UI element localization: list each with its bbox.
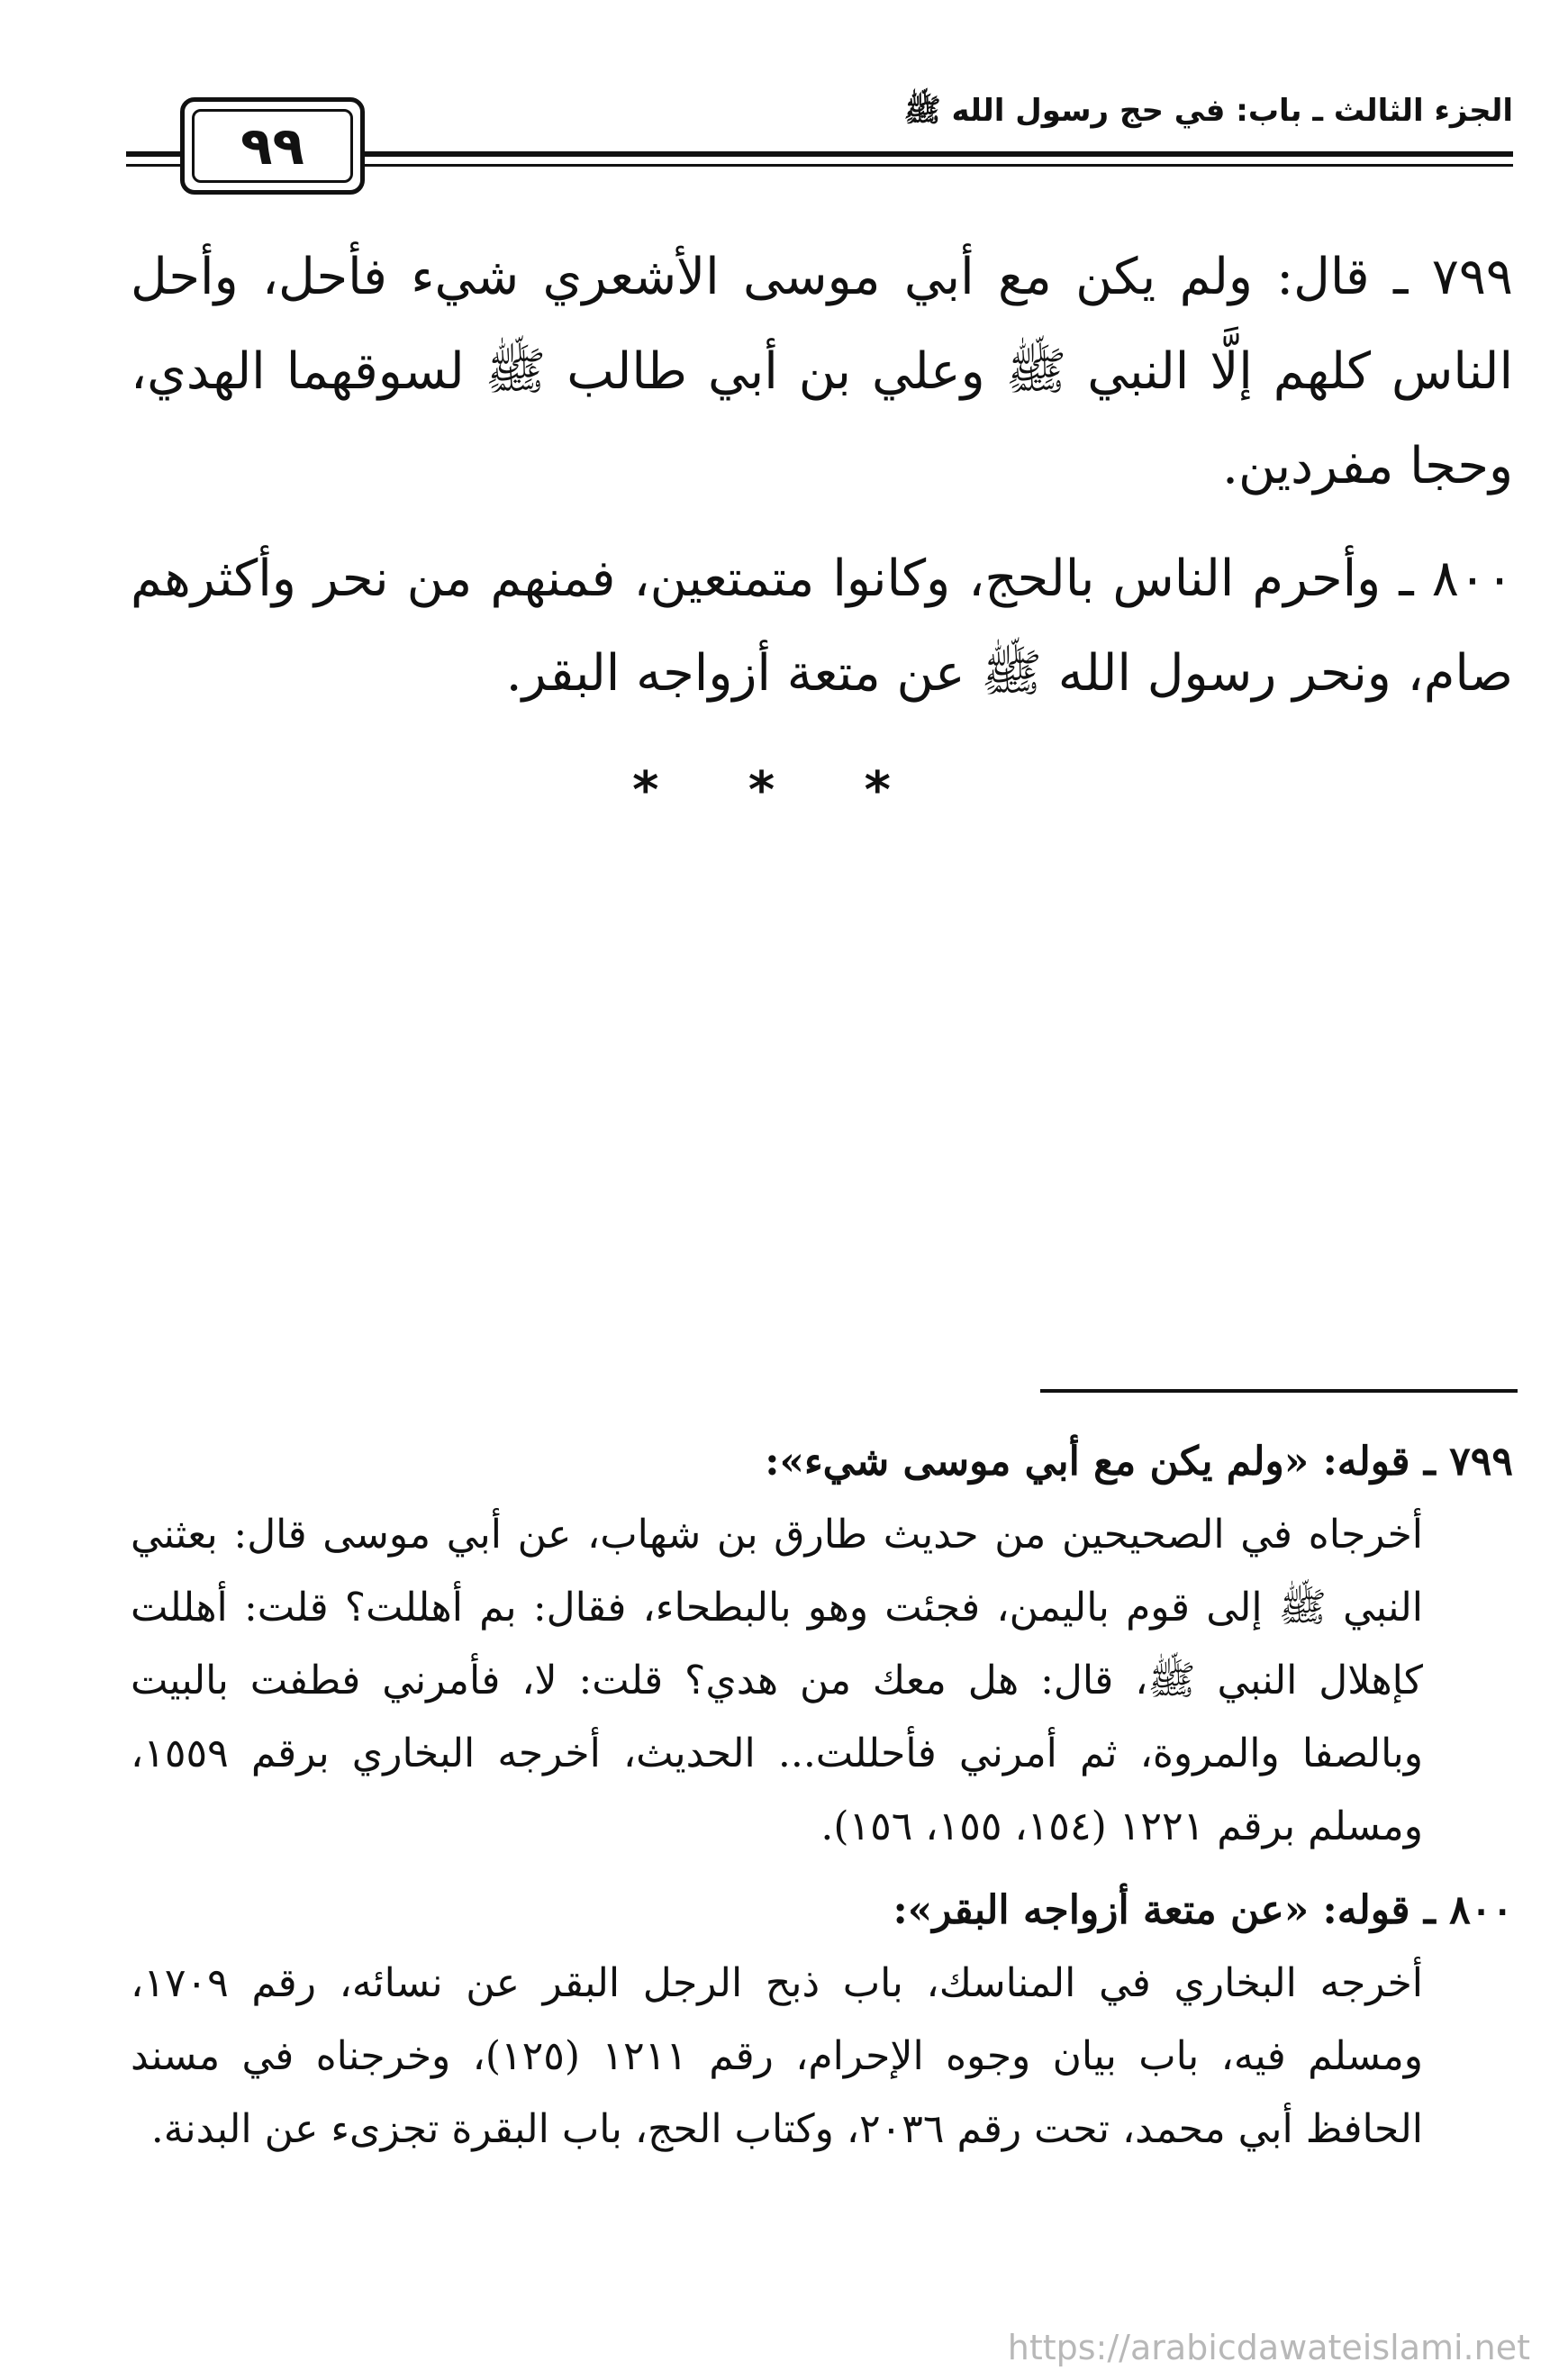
footnote-rule (1040, 1389, 1518, 1393)
section-separator: * * * (632, 761, 927, 820)
page-header (126, 81, 1513, 198)
footnote-800 (131, 1874, 1513, 2166)
footnote-body: أخرجاه في الصحيحين من حديث طارق بن شهاب، عن أبي موسى قال: بعثني النبي ﷺ إلى قوم باليمن، فجئت وهو بالبطحاء، فقال: بم أهللت؟ قلت: أهللت كإهلال النبي ﷺ، قال: هل معك من هدي؟ قلت: لا، فأمرني فطفت بالبيت وبالصفا والمروة، ثم أمرني فأحللت... الحديث، أخرجه البخاري برقم ١٥٥٩، ومسلم برقم ١٢٢١ (١٥٤، ١٥٥، ١٥٦). (131, 1512, 1423, 1849)
page-number: ٩٩ (240, 115, 304, 177)
footnote-799 (131, 1425, 1513, 1863)
page-number-frame-inner (192, 109, 353, 183)
footnote-heading: ٧٩٩ ـ قوله: «ولم يكن مع أبي موسى شيء»: (765, 1439, 1513, 1485)
watermark-url: https://arabicdawateislami.net (1007, 2328, 1530, 2367)
page-number-frame (180, 97, 365, 195)
running-title: الجزء الثالث ـ باب: في حج رسول الله ﷺ (903, 93, 1513, 129)
footnotes (131, 1425, 1513, 2176)
main-text (131, 230, 1513, 739)
paragraph-800: ٨٠٠ ـ وأحرم الناس بالحج، وكانوا متمتعين، فمنهم من نحر وأكثرهم صام، ونحر رسول الله ﷺ عن متعة أزواجه البقر. (131, 550, 1514, 703)
footnote-body: أخرجه البخاري في المناسك، باب ذبح الرجل البقر عن نسائه، رقم ١٧٠٩، ومسلم فيه، باب بيان وجوه الإحرام، رقم ١٢١١ (١٢٥)، وخرجناه في مسند الحافظ أبي محمد، تحت رقم ٢٠٣٦، وكتاب الحج، باب البقرة تجزىء عن البدنة. (131, 1960, 1424, 2152)
paragraph-799: ٧٩٩ ـ قال: ولم يكن مع أبي موسى الأشعري شيء فأحل، وأحل الناس كلهم إلَّا النبي ﷺ وعلي بن أبي طالب ﷺ لسوقهما الهدي، وحجا مفردين. (131, 248, 1513, 495)
footnote-heading: ٨٠٠ ـ قوله: «عن متعة أزواجه البقر»: (893, 1887, 1513, 1933)
